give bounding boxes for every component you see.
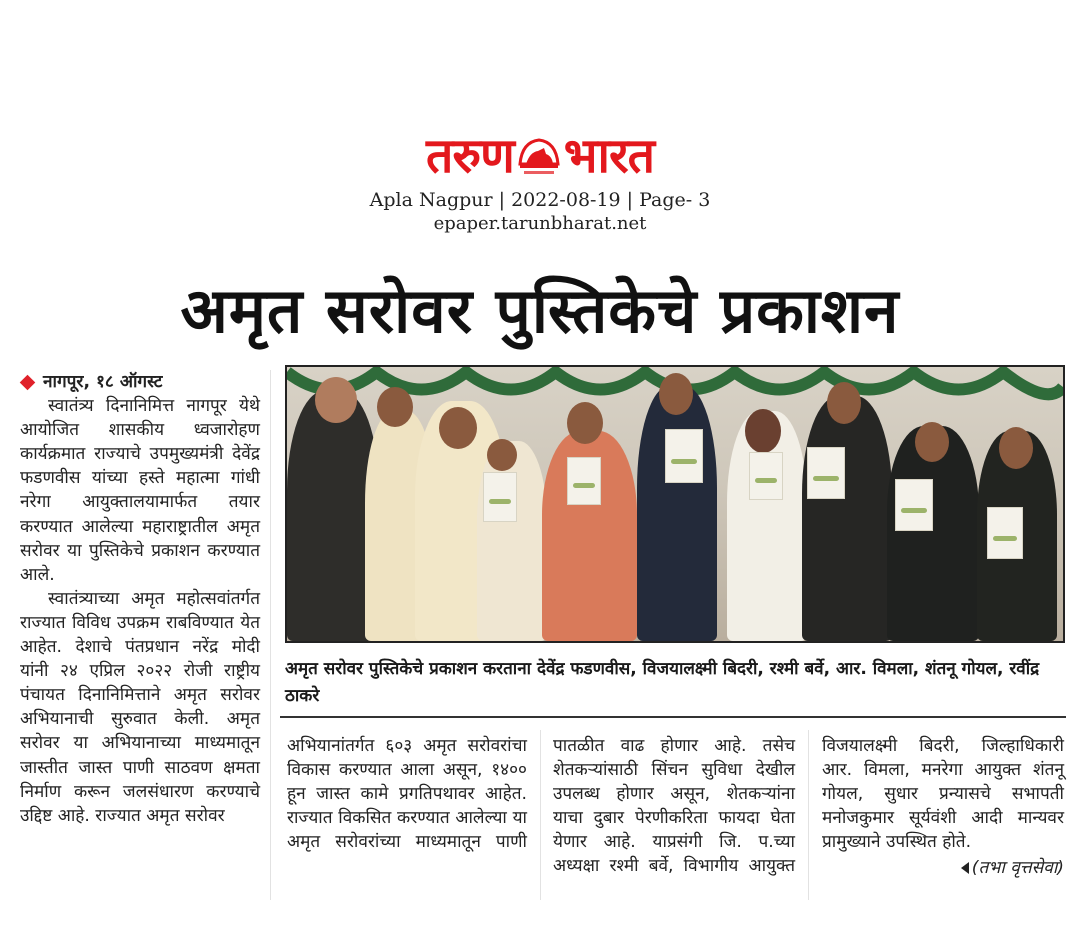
lion-emblem-icon [516, 134, 562, 178]
booklet [807, 447, 845, 499]
paragraph: स्वातंत्र्य दिनानिमित्त नागपूर येथे आयोजित शासकीय ध्वजारोहण कार्यक्रमात राज्याचे उपमुख्यमंत्री देवेंद्र फडणवीस यांच्या हस्ते महात्मा गांधी नरेगा आयुक्तालयामार्फत तयार करण्यात आलेल्या महाराष्ट्रातील अमृत सरोवर या पुस्तिकेचे प्रकाशन करण्यात आले. [20, 396, 260, 585]
article-column-3: पातळीत वाढ होणार आहे. तसेच शेतकऱ्यांसाठी सिंचन सुविधा देखील उपलब्ध होणार असून, शेतकऱ्यांना याचा दुबार पेरणीकरिता फायदा घेता येणार आहे. याप्रसंगी जि. प.च्या अध्यक्षा रश्मी बर्वे, विभागीय आयुक्त [553, 736, 795, 877]
dateline [20, 370, 260, 394]
person-head [377, 387, 413, 427]
column-divider [540, 730, 541, 900]
person-head [745, 409, 781, 453]
person [477, 441, 547, 641]
logo-text-right: भारत [563, 128, 654, 184]
triangle-left-icon [961, 862, 969, 874]
news-credit [822, 856, 1064, 880]
person-head [915, 422, 949, 462]
booklet [567, 457, 601, 505]
booklet [483, 472, 517, 522]
booklet [749, 452, 783, 500]
photo-caption: अमृत सरोवर पुस्तिकेचे प्रकाशन करताना देवेंद्र फडणवीस, विजयालक्ष्मी बिदरी, रश्मी बर्वे, आर. विमला, शंतनू गोयल, रवींद्र ठाकरे [285, 659, 1040, 706]
article-column-4 [822, 734, 1064, 881]
person-head [827, 382, 861, 424]
person-head [999, 427, 1033, 469]
person [637, 386, 717, 641]
credit-text: (तभा वृत्तसेवा) [971, 858, 1064, 879]
person-head [659, 373, 693, 415]
newspaper-logo [426, 125, 654, 187]
event-photo [285, 365, 1065, 643]
booklet [987, 507, 1023, 559]
booklet [895, 479, 933, 531]
column-divider [270, 370, 271, 900]
article-column-2: अभियानांतर्गत ६०३ अमृत सरोवरांचा विकास करण्यात आला असून, १४०० हून जास्त कामे प्रगतिपथावर आहेत. राज्यात विकसित करण्यात आलेल्या या अमृत सरोवरांच्या माध्यमातून पाणी [287, 736, 527, 853]
masthead [0, 125, 1080, 235]
website-url: epaper.tarunbharat.net [433, 213, 647, 234]
column-divider [808, 730, 809, 900]
person-head [315, 377, 357, 423]
person-head [567, 402, 603, 444]
person [802, 396, 892, 641]
diamond-bullet-icon [20, 374, 36, 390]
person-head [487, 439, 517, 471]
person-head [439, 407, 477, 449]
article-column-1 [20, 370, 260, 828]
edition-line: Apla Nagpur | 2022-08-19 | Page- 3 [369, 189, 711, 211]
article-headline: अमृत सरोवर पुस्तिकेचे प्रकाशन [180, 274, 900, 347]
paragraph: विजयालक्ष्मी बिदरी, जिल्हाधिकारी आर. विमला, मनरेगा आयुक्त शंतनू गोयल, सुधार प्रन्यासचे सभापती मनोजकुमार सूर्यवंशी आदी मान्यवर प्रामुख्याने उपस्थित होते. [822, 736, 1064, 853]
booklet [665, 429, 703, 483]
horizontal-rule [280, 716, 1066, 718]
paragraph: स्वातंत्र्याच्या अमृत महोत्सवांतर्गत राज्यात विविध उपक्रम राबविण्यात येत आहेत. देशाचे पंतप्रधान नरेंद्र मोदी यांनी २४ एप्रिल २०२२ रोजी राष्ट्रीय पंचायत दिनानिमित्ताने अमृत सरोवर अभियानाची सुरुवात केली. अमृत सरोवर या अभियानाच्या माध्यमातून जास्तीत जास्त पाणी साठवण क्षमता निर्माण करून जलसंधारण करण्याचे उद्दिष्ट आहे. राज्यात अमृत सरोवर [20, 588, 260, 826]
dateline-text: नागपूर, १८ ऑगस्ट [43, 372, 163, 392]
logo-text-left: तरुण [426, 128, 514, 184]
